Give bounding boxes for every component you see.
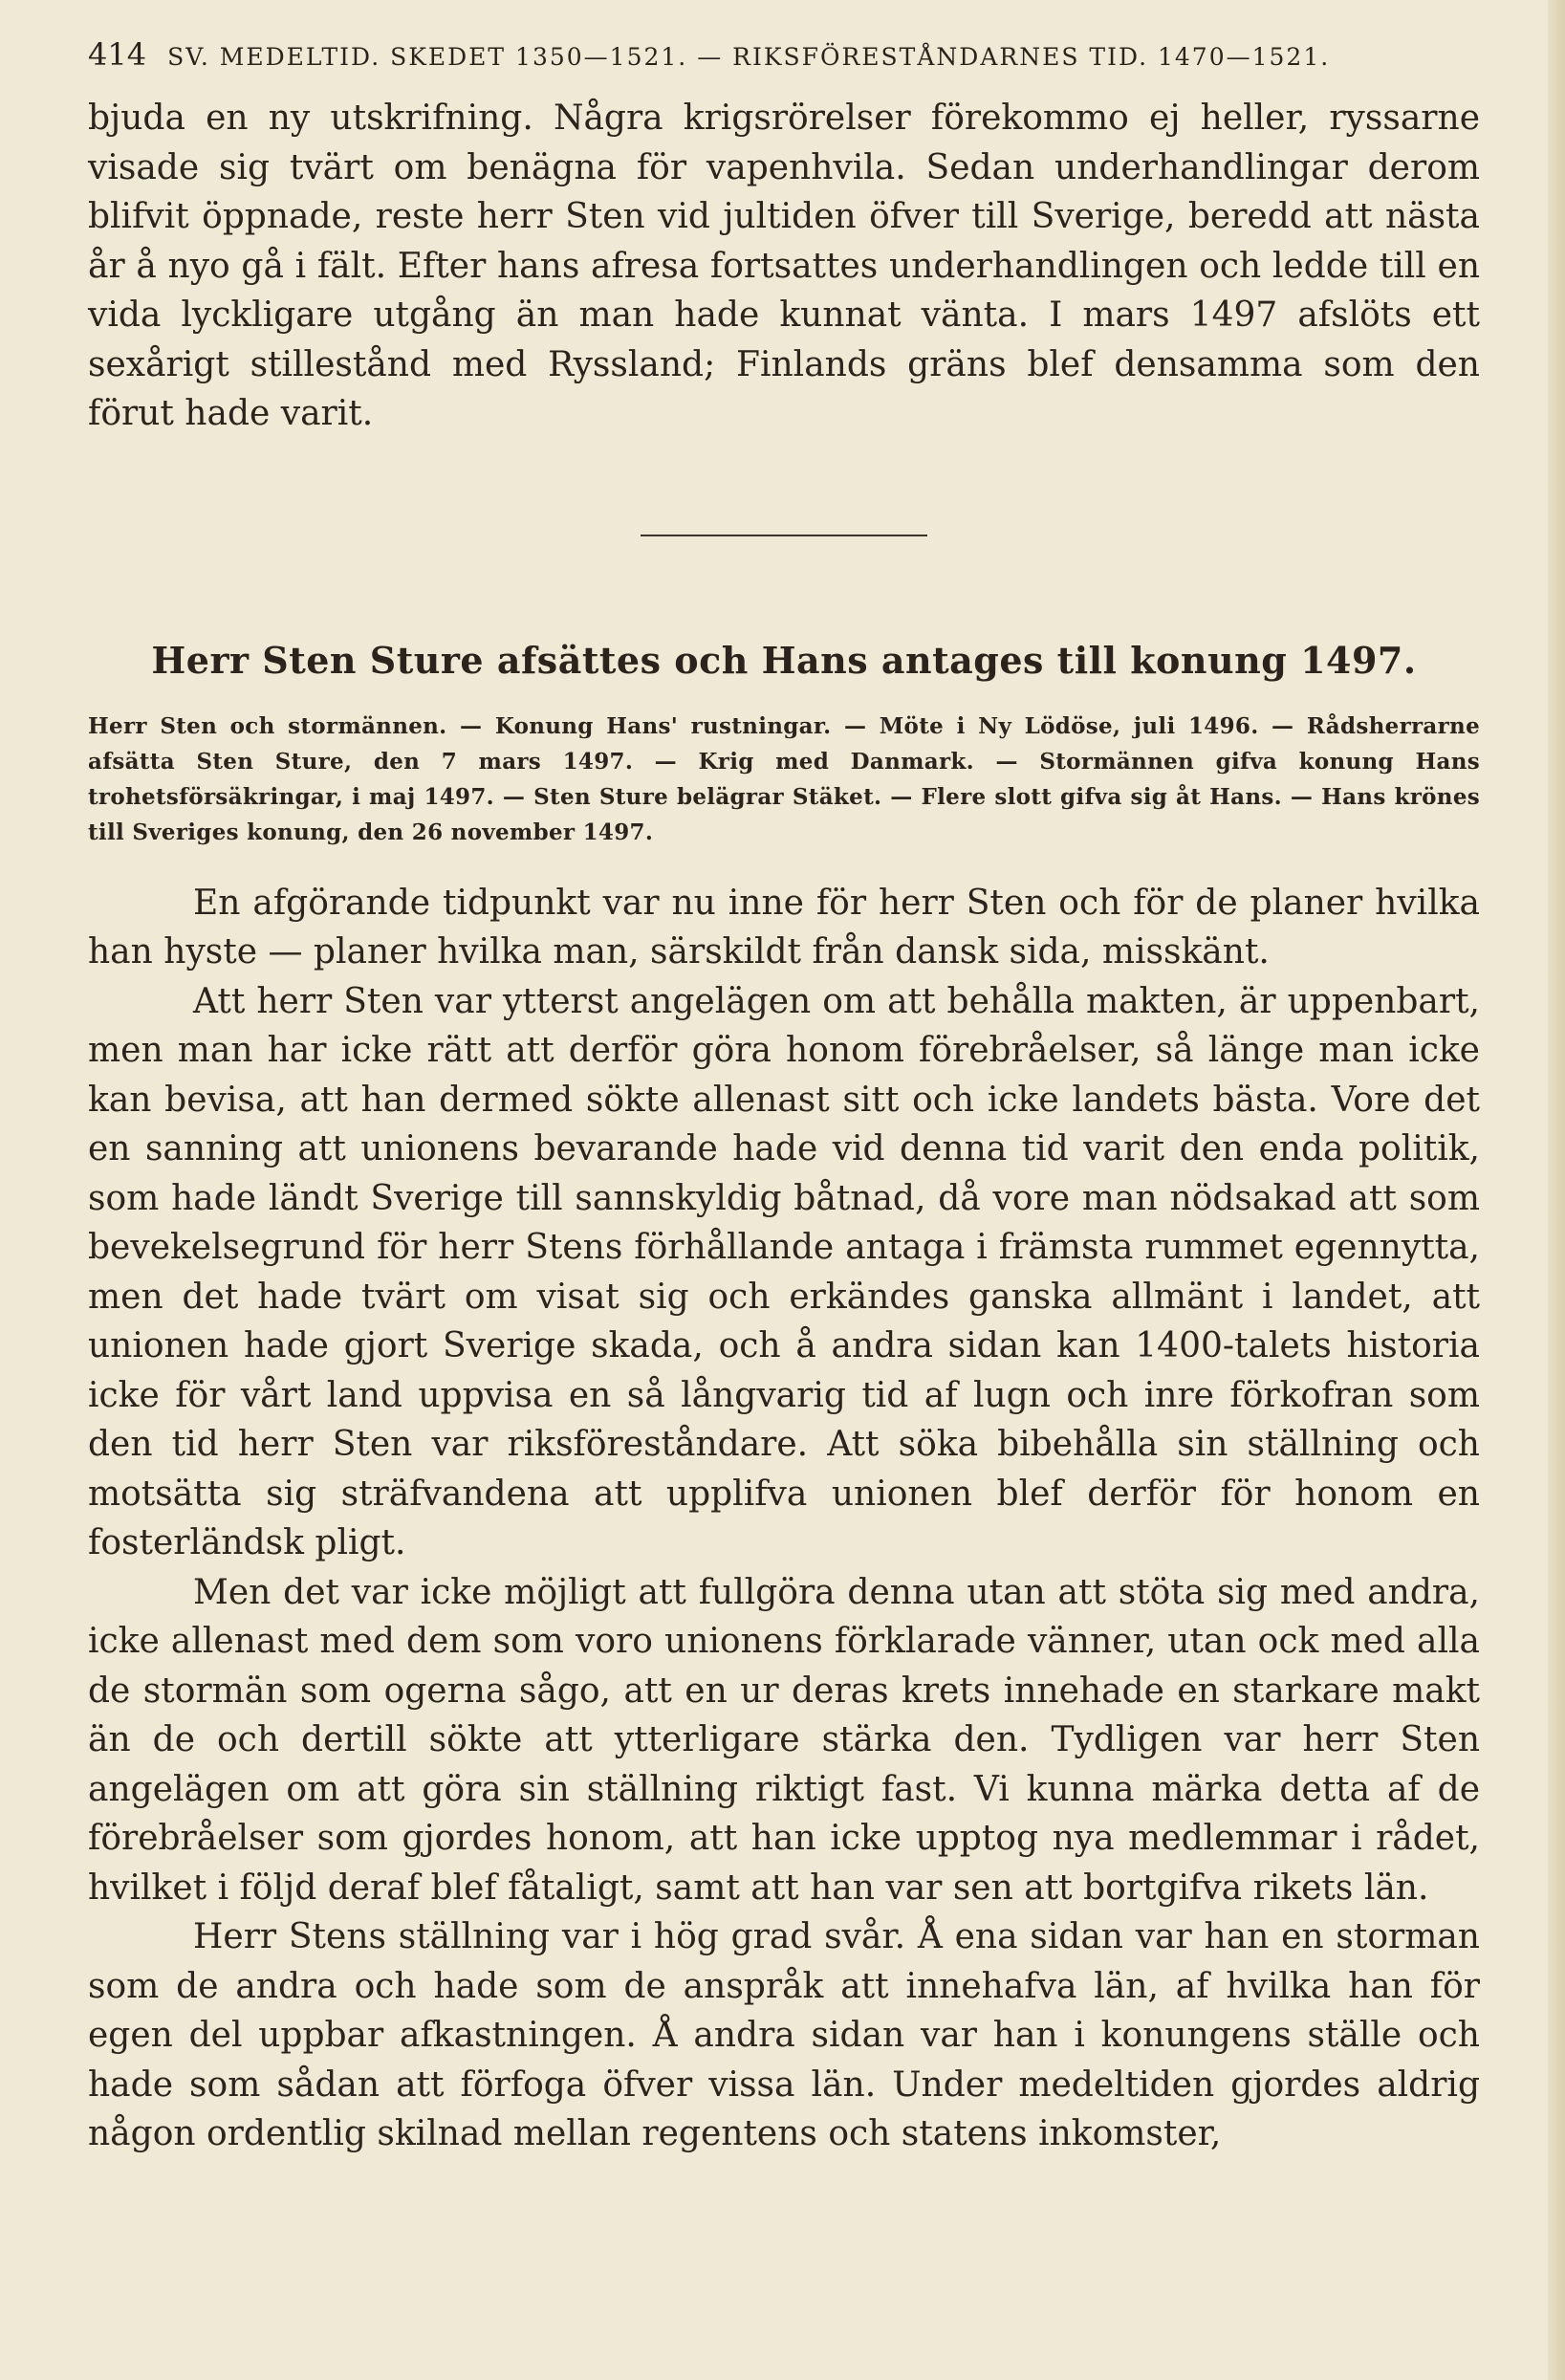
section-title: Herr Sten Sture afsättes och Hans antages till konung 1497.	[151, 638, 1417, 682]
paragraph: En afgörande tidpunkt var nu inne för herr Sten och för de planer hvilka han hyste — planer hvilka man, särskildt från dansk sida, misskänt.	[88, 883, 1480, 972]
running-title: SV. MEDELTID. SKEDET 1350—1521. — RIKSFÖRESTÅNDARNES TID. 1470—1521.	[167, 43, 1331, 71]
section-summary: Herr Sten och stormännen. — Konung Hans' rustningar. — Möte i Ny Lödöse, juli 1496. — Rådsherrarne afsätta Sten Sture, den 7 mars 1497. — Krig med Danmark. — Stormännen gifva konung Hans trohetsförsäkringar, i maj 1497. — Sten Sture belägrar Stäket. — Flere slott gifva sig åt Hans. — Hans krönes till Sveriges konung, den 26 november 1497.	[88, 712, 1480, 845]
intro-text	[88, 94, 1480, 439]
intro-paragraph: bjuda en ny utskrifning. Några krigsrörelser förekommo ej heller, ryssarne visade sig tvärt om benägna för vapenhvila. Sedan underhandlingar derom blifvit öppnade, reste herr Sten vid jultiden öfver till Sverige, beredd att nästa år å nyo gå i fält. Efter hans afresa fortsattes underhandlingen och ledde till en vida lyckligare utgång än man hade kunnat vänta. I mars 1497 afslöts ett sexårigt stillestånd med Ryssland; Finlands gräns blef densamma som den förut hade varit.	[88, 98, 1480, 433]
paragraph: Men det var icke möjligt att fullgöra denna utan att stöta sig med andra, icke allenast med dem som voro unionens förklarade vänner, utan ock med alla de stormän som ogerna sågo, att en ur deras krets innehade en starkare makt än de och dertill sökte att ytterligare stärka den. Tydligen var herr Sten angelägen om att göra sin ställning riktigt fast. Vi kunna märka detta af de förebråelser som gjordes honom, att han icke upptog nya medlemmar i rådet, hvilket i följd deraf blef fåtaligt, samt att han var sen att bortgifva rikets län.	[88, 1572, 1480, 1908]
section-divider	[641, 535, 927, 536]
section-body	[88, 879, 1480, 2159]
paragraph: Att herr Sten var ytterst angelägen om att behålla makten, är uppenbart, men man har icke rätt att derför göra honom förebråelser, så länge man icke kan bevisa, att han dermed sökte allenast sitt och icke landets bästa. Vore det en sanning att unionens bevarande hade vid denna tid varit den enda politik, som hade ländt Sverige till sannskyldig båtnad, då vore man nödsakad att som bevekelsegrund för herr Stens förhållande antaga i främsta rummet egennytta, men det hade tvärt om visat sig och erkändes ganska allmänt i landet, att unionen hade gjort Sverige skada, och å andra sidan kan 1400-talets historia icke för vårt land uppvisa en så långvarig tid af lugn och inre förkofran som den tid herr Sten var riksföreståndare. Att söka bibehålla sin ställning och motsätta sig sträfvandena att upplifva unionen blef derför för honom en fosterländsk pligt.	[88, 981, 1480, 1562]
running-head	[88, 36, 1480, 94]
paragraph: Herr Stens ställning var i hög grad svår. Å ena sidan var han en storman som de andra och hade som de anspråk att innehafva län, af hvilka han för egen del uppbar afkastningen. Å andra sidan var han i konungens ställe och hade som sådan att förfoga öfver vissa län. Under medeltiden gjordes aldrig någon ordentlig skilnad mellan regentens och statens inkomster,	[88, 1917, 1480, 2153]
book-page	[88, 36, 1480, 2159]
page-number: 414	[88, 36, 147, 73]
page-edge	[1548, 0, 1565, 2380]
